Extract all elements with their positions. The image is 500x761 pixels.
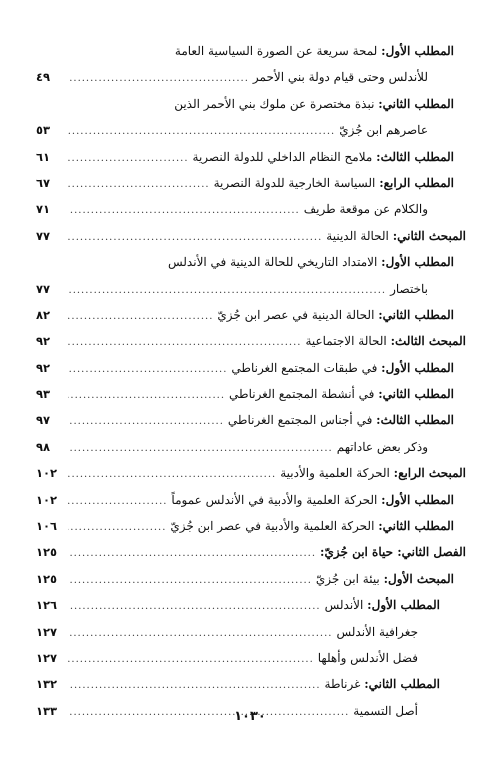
toc-entry-label: المطلب الثالث: [376,413,454,428]
toc-entry [36,566,466,592]
toc-entry-text [253,64,428,90]
toc-entry-label: المطلب الأول: [381,492,454,507]
toc-entry-label: المبحث الأول: [383,571,454,586]
toc-entry-title: الحركة العلمية والأدبية في عصر ابن جُزيّ [170,519,375,534]
dot-leader [68,330,301,356]
toc-entry-label: المطلب الأول: [381,360,454,375]
dot-leader [68,462,276,488]
toc-entry-text [217,302,454,328]
toc-entry [36,487,466,513]
toc-entry-label: المطلب الأول: [381,44,454,58]
toc-entry-title: في أجناس المجتمع الغرناطي [227,413,373,428]
dot-leader [68,172,210,198]
toc-entry-title: باختصار [390,281,428,296]
toc-entry-label: المبحث الثالث: [390,334,466,349]
toc-entry-text [168,249,454,275]
toc-entry [36,539,466,565]
toc-entry-label: المطلب الثاني: [364,677,440,692]
toc-entry-text [193,144,454,170]
toc-entry-title: فضل الأندلس وأهلها [317,650,418,665]
toc-entry-title: جغرافية الأندلس [336,624,418,639]
toc-page-number: ٧٧ [36,228,51,243]
page-number: ١٠٣٠ [234,709,266,724]
toc-page-number: ١٢٥ [36,545,58,560]
toc-entry-title: الحالة الدينية [326,228,389,243]
dot-leader [68,304,213,330]
toc-entry [36,513,466,539]
toc-entry-label: المطلب الثالث: [376,149,454,164]
toc-entry-title: الفصل الثاني: حياة ابن جُزيّ: [320,545,466,560]
toc-entry-title: والكلام عن موقعة طريف [303,202,428,217]
dot-leader [68,489,167,515]
toc-entry-title: غرناطة [324,677,361,692]
toc-page-number: ١٢٥ [36,571,58,586]
dot-leader [68,278,386,304]
toc-page-number: ٩٢ [36,360,51,375]
toc-entry [36,249,466,275]
toc-entry-text [214,170,454,196]
toc-page-number: ٩٨ [36,439,51,454]
toc-entry-label: المطلب الثاني: [378,307,454,322]
toc-page-number: ٧٧ [36,281,51,296]
toc-entry-title: ملامح النظام الداخلي للدولة النصرية [192,149,373,164]
toc-page-number: ١٣٣ [36,703,58,718]
toc-entry [36,381,466,407]
toc-entry-text [170,513,454,539]
toc-entry-title: عاصرهم ابن جُزيّ [339,123,428,138]
toc-entry-text [339,117,428,143]
toc-entry [36,144,466,170]
dot-leader [68,146,189,172]
toc-entry [36,434,466,460]
toc-page-number: ١٠٦ [36,519,58,534]
toc-entry [36,302,466,328]
dot-leader [68,515,166,541]
dot-leader [68,409,224,435]
toc-entry-label: المطلب الرابع: [379,175,454,190]
dot-leader [68,621,332,647]
toc-entry-title: لمحة سريعة عن الصورة السياسية العامة [174,44,378,58]
toc-page-number: ٩٢ [36,334,51,349]
dot-leader [68,594,321,620]
table-of-contents [36,38,466,724]
toc-entry-title: للأندلس وحتى قيام دولة بني الأحمر [252,70,428,85]
toc-page-number: ٨٢ [36,307,51,322]
toc-entry-title: الامتداد التاريخي للحالة الدينية في الأندلس [167,255,378,270]
toc-page-number: ٩٣ [36,387,51,402]
toc-entry [36,64,466,90]
toc-entry-text [318,645,418,671]
toc-entry [36,592,466,618]
dot-leader [68,119,335,145]
toc-entry-title: بيئة ابن جُزيّ [315,571,380,586]
toc-entry-label: المبحث الرابع: [393,466,466,481]
toc-entry-text [390,276,428,302]
toc-entry-title: نبذة مختصرة عن ملوك بني الأحمر الذين [174,96,375,111]
toc-entry [36,619,466,645]
toc-entry [36,223,466,249]
toc-entry-text [175,38,454,64]
toc-entry-text [304,196,428,222]
toc-entry-text [325,671,440,697]
toc-entry [36,91,466,117]
toc-page-number: ١٣٢ [36,677,58,692]
toc-entry-title: الحركة العلمية والأدبية في الأندلس عموماً [171,492,378,507]
toc-page-number: ١٢٧ [36,650,58,665]
toc-entry-text [325,592,440,618]
toc-page-number: ٥٣ [36,123,51,138]
toc-entry-title: أصل التسمية [353,703,418,718]
toc-entry [36,38,466,64]
toc-entry-title: السياسة الخارجية للدولة النصرية [213,175,376,190]
toc-entry-title: في طبقات المجتمع الغرناطي [231,360,378,375]
toc-entry-title: الأندلس [324,598,364,613]
toc-entry-label: المطلب الأول: [381,255,454,270]
toc-page-number: ١٠٢ [36,466,58,481]
dot-leader [68,357,227,383]
toc-page-number: ٦١ [36,149,51,164]
toc-entry-title: الحالة الدينية في عصر ابن جُزيّ [217,307,375,322]
toc-entry-text [174,91,454,117]
toc-entry [36,645,466,671]
toc-page-number: ٤٩ [36,70,51,85]
toc-entry [36,170,466,196]
toc-entry [36,671,466,697]
toc-entry [36,460,466,486]
toc-entry-text [305,328,466,354]
toc-entry-title: الحركة العلمية والأدبية [280,466,390,481]
dot-leader [68,568,312,594]
dot-leader [68,225,322,251]
dot-leader [68,647,314,673]
toc-entry-text [228,407,454,433]
toc-page-number: ١٢٦ [36,598,58,613]
toc-entry-text [229,381,454,407]
toc-entry [36,117,466,143]
toc-entry-text [316,566,454,592]
toc-page-number: ١٢٧ [36,624,58,639]
dot-leader [68,198,300,224]
toc-entry [36,276,466,302]
toc-entry-text [336,619,418,645]
toc-entry-label: المبحث الثاني: [392,228,466,243]
dot-leader [68,673,321,699]
dot-leader [68,436,333,462]
toc-entry-label: المطلب الثاني: [378,387,454,402]
toc-entry [36,407,466,433]
toc-entry-text [171,487,454,513]
toc-entry-text [231,355,454,381]
toc-entry-label: المطلب الأول: [367,598,440,613]
toc-page-number: ٧١ [36,202,51,217]
toc-entry-text [280,460,466,486]
dot-leader [68,541,316,567]
toc-entry-text [326,223,466,249]
toc-entry-label: المطلب الثاني: [378,96,454,111]
toc-page-number: ١٠٢ [36,492,58,507]
toc-entry-title: وذكر بعض عاداتهم [336,439,428,454]
toc-entry [36,328,466,354]
toc-entry [36,196,466,222]
toc-entry-label: المطلب الثاني: [378,519,454,534]
toc-entry [36,355,466,381]
toc-entry-text [320,539,466,565]
toc-entry-text [337,434,428,460]
dot-leader [68,66,249,92]
toc-page-number: ٦٧ [36,175,51,190]
toc-entry-title: في أنشطة المجتمع الغرناطي [229,387,375,402]
toc-entry-title: الحالة الاجتماعية [305,334,387,349]
toc-page-number: ٩٧ [36,413,51,428]
dot-leader [68,383,225,409]
